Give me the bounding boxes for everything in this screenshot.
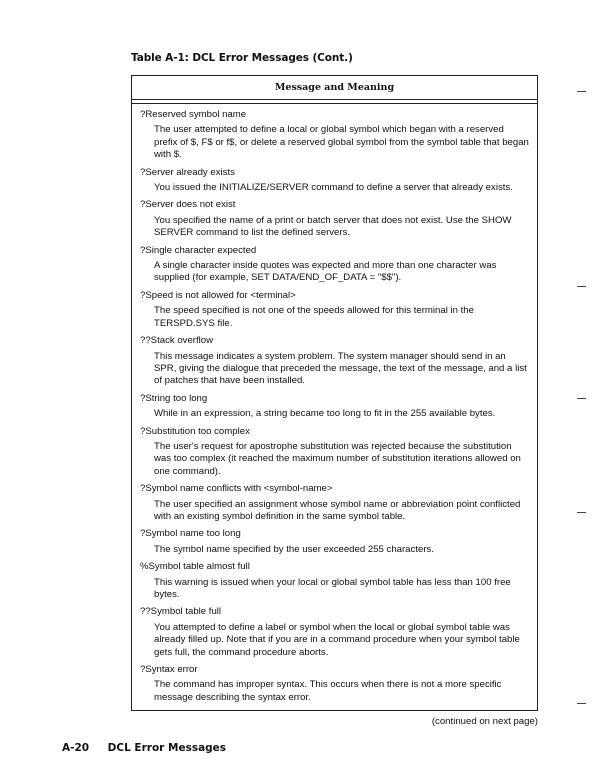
error-meaning: The user specified an assignment whose symbol name or abbreviation point conflicted with an existing symbol definition in the same symbol table. <box>154 498 521 522</box>
error-message: ?Symbol name too long <box>140 528 241 540</box>
margin-tick-mark <box>577 286 586 287</box>
error-message: ?Speed is not allowed for <terminal> <box>140 289 296 301</box>
table-row <box>140 561 531 601</box>
error-message: ?Server does not exist <box>140 199 236 211</box>
error-meaning: The symbol name specified by the user exceeded 255 characters. <box>154 543 434 555</box>
error-message: ?Syntax error <box>140 664 198 676</box>
error-message: ??Stack overflow <box>140 335 214 347</box>
table-row <box>140 199 531 239</box>
table-row <box>140 167 531 195</box>
error-message: ?Server already exists <box>140 166 235 178</box>
error-meaning: This message indicates a system problem. The system manager should send in an SPR, giving the dialogue that preceded the message, the text of the message, and a list of patches that have been installed. <box>154 350 527 387</box>
table-body <box>132 104 537 710</box>
table-header: Message and Meaning <box>132 76 537 100</box>
error-meaning: The user attempted to define a local or global symbol which began with a reserved prefix of $, F$ or f$, or delete a reserved global symbol from the symbol table that began with $. <box>154 124 529 161</box>
error-messages-table <box>131 75 538 711</box>
table-row <box>140 245 531 285</box>
table-row <box>140 664 531 704</box>
margin-tick-mark <box>577 398 586 399</box>
table-row <box>140 606 531 659</box>
error-message: ?Reserved symbol name <box>140 109 247 120</box>
table-row <box>140 290 531 330</box>
error-meaning: You specified the name of a print or batch server that does not exist. Use the SHOW SERVER command to list the defined servers. <box>154 214 512 239</box>
continued-note: (continued on next page) <box>431 716 538 728</box>
error-meaning: This warning is issued when your local or global symbol table has less than 100 free bytes. <box>154 576 511 600</box>
table-row <box>140 426 531 479</box>
error-meaning: You attempted to define a label or symbol when the local or global symbol table was already filled up. Note that if you are in a command procedure when your symbol table gets full, the command procedure aborts. <box>154 621 520 658</box>
error-message: ?String too long <box>140 392 208 404</box>
error-message: ?Symbol name conflicts with <symbol-name> <box>140 483 333 495</box>
error-meaning: While in an expression, a string became too long to fit in the 255 available bytes. <box>154 408 496 420</box>
error-message: ?Single character expected <box>140 244 257 256</box>
page-number: A-20 <box>62 742 90 754</box>
error-message: ?Substitution too complex <box>140 425 250 437</box>
page-footer <box>62 741 226 755</box>
section-title: DCL Error Messages <box>107 742 227 754</box>
error-meaning: The user's request for apostrophe substitution was rejected because the substitution was too complex (it reached the maximum number of substitution iterations allowed on one command). <box>154 440 521 477</box>
error-meaning: The speed specified is not one of the speeds allowed for this terminal in the TERSPD.SYS file. <box>154 305 474 329</box>
margin-tick-mark <box>577 703 586 704</box>
error-message: %Symbol table almost full <box>140 561 250 573</box>
table-caption: Table A-1: DCL Error Messages (Cont.) <box>131 52 353 64</box>
table-row <box>140 528 531 556</box>
table-row <box>140 393 531 421</box>
error-meaning: The command has improper syntax. This occurs when there is not a more specific message describing the syntax error. <box>154 679 502 703</box>
table-row <box>140 483 531 523</box>
table-row <box>140 335 531 388</box>
error-message: ??Symbol table full <box>140 606 222 618</box>
table-row <box>140 109 531 162</box>
error-meaning: A single character inside quotes was expected and more than one character was supplied (for example, SET DATA/END_OF_DATA = "$$"). <box>154 260 497 284</box>
margin-tick-mark <box>577 91 586 92</box>
margin-tick-mark <box>577 512 586 513</box>
error-meaning: You issued the INITIALIZE/SERVER command to define a server that already exists. <box>154 182 513 194</box>
